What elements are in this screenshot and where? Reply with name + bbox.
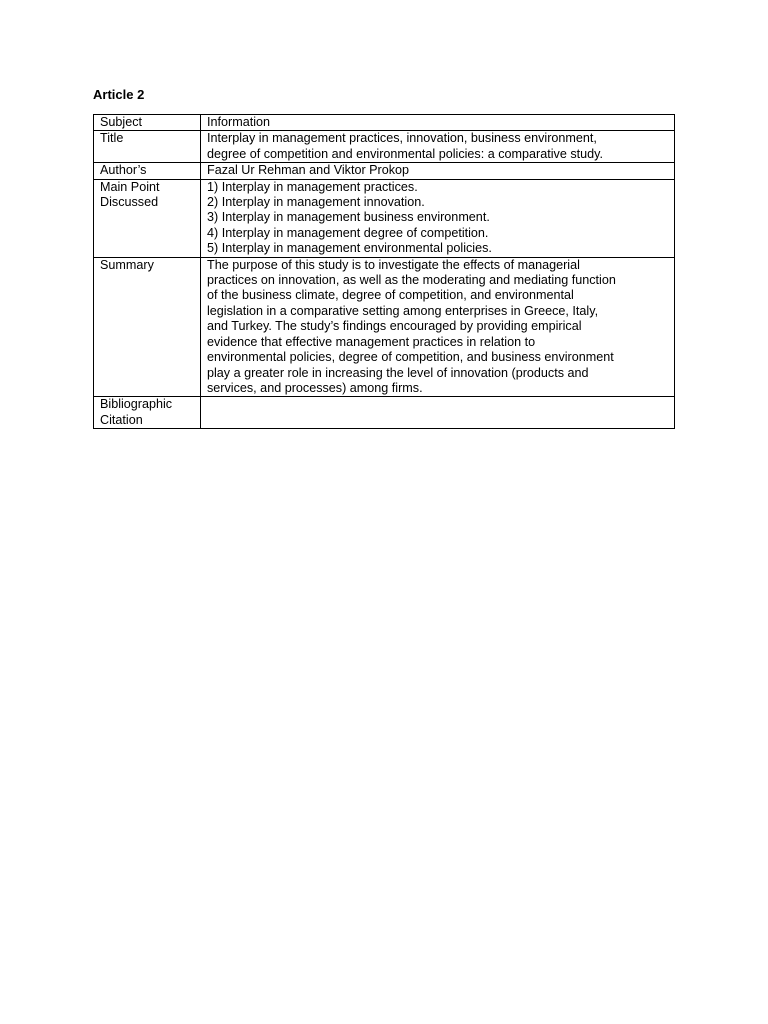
subject-header-cell bbox=[94, 115, 201, 131]
subject-cell bbox=[94, 131, 201, 163]
info-line: Interplay in management practices, innovation, business environment, bbox=[207, 131, 597, 146]
information-cell bbox=[201, 257, 675, 397]
subject-label: Main Point bbox=[100, 179, 160, 194]
table-row-main-points bbox=[94, 179, 675, 257]
table-row-citation bbox=[94, 397, 675, 429]
info-line: practices on innovation, as well as the moderating and mediating function bbox=[207, 273, 616, 288]
article-heading: Article 2 bbox=[93, 87, 145, 102]
info-line: 2) Interplay in management innovation. bbox=[207, 195, 425, 210]
subject-cell bbox=[94, 179, 201, 257]
table-row-title bbox=[94, 131, 675, 163]
information-cell bbox=[201, 131, 675, 163]
info-line: play a greater role in increasing the level of innovation (products and bbox=[207, 365, 589, 380]
subject-label: Author’s bbox=[100, 163, 147, 178]
info-line: The purpose of this study is to investigate the effects of managerial bbox=[207, 257, 580, 272]
information-header-cell bbox=[201, 115, 675, 131]
article-info-table bbox=[93, 114, 675, 429]
table-header-row bbox=[94, 115, 675, 131]
info-line: and Turkey. The study’s findings encouraged by providing empirical bbox=[207, 319, 582, 334]
subject-label: Title bbox=[100, 131, 124, 146]
info-line: 4) Interplay in management degree of competition. bbox=[207, 225, 489, 240]
information-cell bbox=[201, 163, 675, 179]
info-line: of the business climate, degree of competition, and environmental bbox=[207, 288, 574, 303]
info-line: 5) Interplay in management environmental policies. bbox=[207, 241, 492, 256]
subject-cell bbox=[94, 257, 201, 397]
info-line: 3) Interplay in management business environment. bbox=[207, 210, 490, 225]
info-line: degree of competition and environmental policies: a comparative study. bbox=[207, 146, 603, 161]
subject-header-label: Subject bbox=[100, 115, 143, 129]
info-line: environmental policies, degree of competition, and business environment bbox=[207, 350, 614, 365]
subject-label: Summary bbox=[100, 257, 154, 272]
information-header-label: Information bbox=[207, 115, 270, 129]
info-line: legislation in a comparative setting among enterprises in Greece, Italy, bbox=[207, 303, 599, 318]
subject-label: Citation bbox=[100, 412, 143, 427]
info-line: Fazal Ur Rehman and Viktor Prokop bbox=[207, 163, 410, 178]
subject-label: Discussed bbox=[100, 195, 159, 210]
subject-cell bbox=[94, 163, 201, 179]
info-line: services, and processes) among firms. bbox=[207, 380, 423, 395]
info-line: evidence that effective management practices in relation to bbox=[207, 334, 536, 349]
subject-label: Bibliographic bbox=[100, 397, 173, 412]
information-cell bbox=[201, 179, 675, 257]
subject-cell bbox=[94, 397, 201, 429]
table-row-summary bbox=[94, 257, 675, 397]
table-row-authors bbox=[94, 163, 675, 179]
info-line: 1) Interplay in management practices. bbox=[207, 179, 418, 194]
information-cell-empty bbox=[201, 397, 675, 429]
